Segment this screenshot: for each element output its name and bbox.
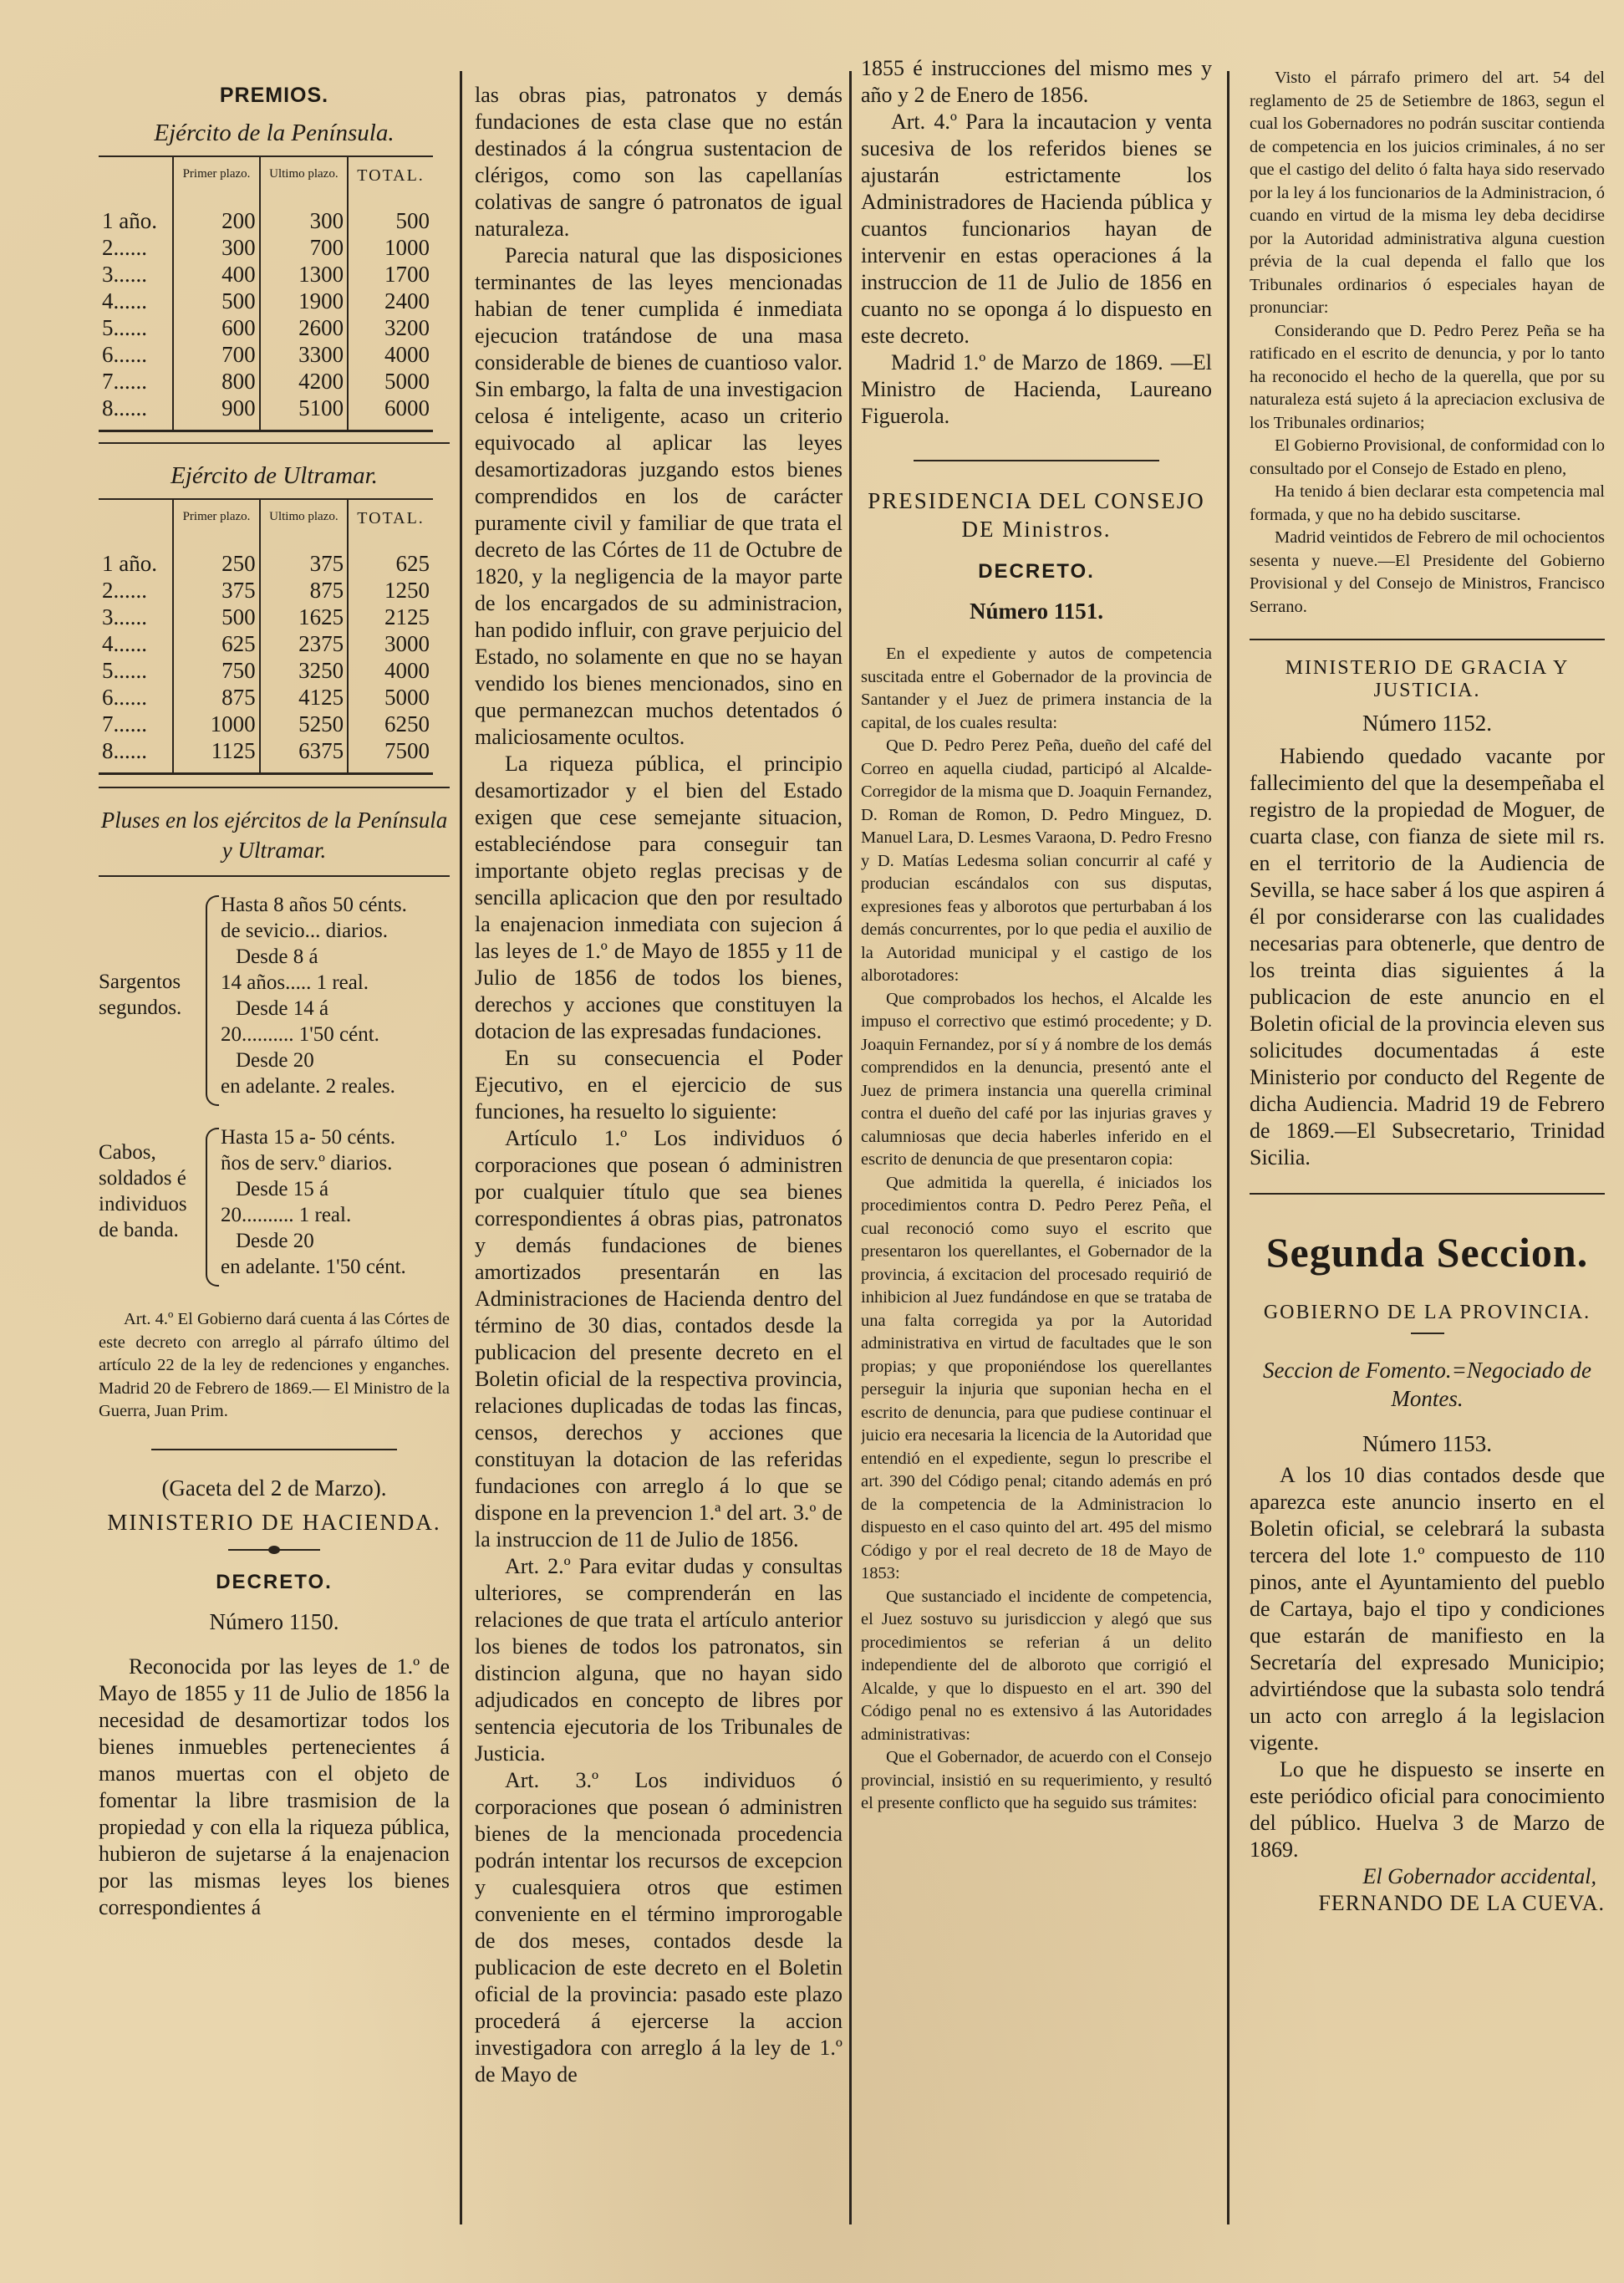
paragraph: En el expediente y autos de competencia suscitada entre el Gobernador de la provincia de Santander y el Juez de primera instancia de la capital, de los cuales resulta: xyxy=(861,645,1212,732)
col-header: Ultimo plazo. xyxy=(260,156,348,207)
table-row xyxy=(99,395,433,431)
plus-line: ños de serv.º diarios. xyxy=(221,1152,393,1175)
signature-role: El Gobernador accidental, xyxy=(1362,1864,1596,1888)
paragraph: Que D. Pedro Perez Peña, dueño del café del Correo en aquella ciudad, participó al Alcalde-Corregidor de la misma que D. Joaquin Fernandez, D. Roman de Romon, D. Pedro Minguez, D. Manuel Lara, D. Lesmes Varaona, D. Pedro Fresno y D. Matías Ledesma solian concurrir al café y producian escándalos con sus disputas, expresiones feas y alborotos que perturbaban á los demás concurrentes, por lo que pedia el auxilio de la Autoridad municipal y el castigo de los alborotadores: xyxy=(861,736,1212,985)
table-cell: 2125 xyxy=(348,604,433,630)
plus-line: Hasta 8 años 50 cénts. xyxy=(221,894,407,916)
table-cell: 6...... xyxy=(102,685,147,710)
col-header: Primer plazo. xyxy=(173,499,259,550)
paragraph: 1855 é instrucciones del mismo mes y año y 2 de Enero de 1856. xyxy=(861,56,1212,107)
table-cell: 5000 xyxy=(348,368,433,395)
column-4 xyxy=(1250,67,1605,2258)
segunda-seccion: Segunda Seccion. xyxy=(1265,1229,1589,1276)
table-cell: 5...... xyxy=(102,658,147,683)
table-cell: 500 xyxy=(173,604,259,630)
col-header: TOTAL. xyxy=(348,156,433,207)
table-cell: 300 xyxy=(173,234,259,261)
table-cell: 7...... xyxy=(102,369,147,394)
table-cell: 700 xyxy=(173,341,259,368)
plus-line: 14 años..... 1 real. xyxy=(221,971,369,994)
table-cell: 1625 xyxy=(260,604,348,630)
column-2 xyxy=(475,82,843,2258)
plus-line: Desde 8 á xyxy=(236,945,318,968)
table-row xyxy=(99,207,433,234)
article-3: Art. 3.º Los individuos ó corporaciones que posean ó administren bienes de la mencionada procedencia podrán intentar los recursos de excepcion y cualesquiera otros que estimen conveniente en el término improrogable de dos meses, contados desde la publicacion de este decreto en el Boletin oficial de la provincia: pasado este plazo procederá á ejercerse la accion investigadora con arreglo á la ley de 1.º de Mayo de xyxy=(475,1768,843,2087)
plus-line: en adelante. 2 reales. xyxy=(221,1075,395,1098)
article-4-guerra: Art. 4.º El Gobierno dará cuenta á las Córtes de este decreto con arreglo al párrafo último del artículo 22 de la ley de redenciones y enganches. Madrid 20 de Febrero de 1869.— El Ministro de la Guerra, Juan Prim. xyxy=(99,1310,450,1420)
table-row xyxy=(99,604,433,630)
table-cell: 6250 xyxy=(348,711,433,737)
ultramar-heading: Ejército de Ultramar. xyxy=(171,462,378,489)
paragraph: El Gobierno Provisional, de conformidad con lo consultado por el Consejo de Estado en pleno, xyxy=(1250,436,1605,478)
table-cell: 5000 xyxy=(348,684,433,711)
sargentos-block xyxy=(99,892,450,1109)
table-cell: 1000 xyxy=(173,711,259,737)
paragraph: Que comprobados los hechos, el Alcalde les impuso el correctivo que estimó procedente; y D. Joaquin Fernandez, por sí y á nombre de los demás comprendidos en la denuncia, presentó ante el Juez de primera instancia una querella criminal contra el dueño del café por las injurias graves y calumniosas que decia haberles inferido en el escrito de denuncia de que presentaron copia: xyxy=(861,989,1212,1169)
table-cell: 625 xyxy=(348,550,433,577)
paragraph: Que sustanciado el incidente de competencia, el Juez sostuvo su jurisdiccion y alegó que sus procedimientos se referian á un delito independiente del de alboroto que corrigió el Alcalde, y que lo dispuesto en el art. 390 del Código penal no es extensivo á las Autoridades administrativas: xyxy=(861,1587,1212,1744)
presidencia-heading: PRESIDENCIA DEL CONSEJO DE Ministros. xyxy=(868,488,1205,542)
plus-line: Desde 20 xyxy=(236,1049,314,1072)
table-row xyxy=(99,577,433,604)
signature: Madrid 1.º de Marzo de 1869. —El Ministro de Hacienda, Laureano Figuerola. xyxy=(861,350,1212,428)
paragraph: En su consecuencia el Poder Ejecutivo, en el ejercicio de sus funciones, ha resuelto lo siguiente: xyxy=(475,1046,843,1124)
table-cell: 2...... xyxy=(102,578,147,603)
table-row xyxy=(99,684,433,711)
table-cell: 1250 xyxy=(348,577,433,604)
column-rule xyxy=(1227,71,1229,2224)
plus-line: Desde 14 á xyxy=(236,997,329,1020)
table-cell: 250 xyxy=(173,550,259,577)
table-cell: 5250 xyxy=(260,711,348,737)
table-cell: 4125 xyxy=(260,684,348,711)
table-cell: 1 año. xyxy=(102,208,157,233)
table-cell: 5...... xyxy=(102,315,147,340)
decree-1150-body: Reconocida por las leyes de 1.º de Mayo de 1855 y 11 de Julio de 1856 la necesidad de desamortizar todos los bienes inmuebles pertenecientes á manos muertas con el objeto de fomentar la libre trasmision de la propiedad y con ella la riqueza pública, hubieron de sujetarse á la enajenacion por las mismas leyes los bienes correspondientes á xyxy=(99,1654,450,1919)
table-cell: 3250 xyxy=(260,657,348,684)
table-cell: 3200 xyxy=(348,314,433,341)
plus-line: 20.......... 1 real. xyxy=(221,1204,352,1226)
paragraph: Que el Gobernador, de acuerdo con el Consejo provincial, insistió en su requerimiento, y resultó el presente conflicto que ha seguido sus trámites: xyxy=(861,1748,1212,1812)
paragraph: Parecia natural que las disposiciones terminantes de las leyes mencionadas habian de tener cumplida é inmediata ejecucion tratándose de una masa considerable de bienes de cuantioso valor. Sin embargo, la falta de una investigacion celosa é inteligente, acaso un criterio equivocado al aplicar las leyes desamortizadoras juzgando estos bienes comprendidos en los de carácter puramente civil y familiar de que trata el decreto de las Córtes de 11 de Octubre de 1820, y la negligencia de la mayor parte de los encargados de su administracion, han podido influir, con grave perjuicio del Estado, no solamente en que no se hayan vendido los bienes mencionados, sino en que permanezcan muchos detentados ó maliciosamente ocultos. xyxy=(475,243,843,749)
ministerio-hacienda: MINISTERIO DE HACIENDA. xyxy=(107,1509,441,1535)
pluses-heading: Pluses en los ejércitos de la Península y Ultramar. xyxy=(100,808,448,863)
brace xyxy=(206,1128,219,1287)
table-cell: 3000 xyxy=(348,630,433,657)
paragraph: Considerando que D. Pedro Perez Peña se ha ratificado en el escrito de denuncia, y por lo tanto ha reconocido el hecho de la querella, que por su naturaleza está sujeto á la apreciacion exclusiva de los Tribunales ordinarios; xyxy=(1250,321,1605,432)
gaceta-note: (Gaceta del 2 de Marzo). xyxy=(161,1475,387,1501)
table-cell: 375 xyxy=(260,550,348,577)
table-cell: 1000 xyxy=(348,234,433,261)
table-cell: 300 xyxy=(260,207,348,234)
brace xyxy=(206,895,219,1106)
decreto-heading: DECRETO. xyxy=(978,560,1095,583)
table-cell: 7...... xyxy=(102,711,147,736)
table-cell: 375 xyxy=(173,577,259,604)
column-rule xyxy=(460,71,462,2224)
table-cell: 7500 xyxy=(348,737,433,774)
col-header: Primer plazo. xyxy=(173,156,259,207)
paragraph: A los 10 dias contados desde que aparezca este anuncio inserto en el Boletin oficial, se celebrará la subasta tercera del lote 1.º compuesto de 110 pinos, ante el Ayuntamiento del pueblo de Cartaya, bajo el tipo y condiciones que estarán de manifiesto en la Secretaría del expresado Municipio; advirtiéndose que la subasta solo tendrá un acto con arreglo á la legislacion vigente. xyxy=(1250,1463,1605,1755)
sargentos-rows xyxy=(221,892,446,1099)
numero-1151: Número 1151. xyxy=(970,599,1103,624)
col-header: Ultimo plazo. xyxy=(260,499,348,550)
table-cell: 500 xyxy=(348,207,433,234)
table-row xyxy=(99,261,433,288)
numero-1153: Número 1153. xyxy=(1362,1431,1492,1456)
paragraph: Que admitida la querella, é iniciados los procedimientos contra D. Pedro Perez Peña, el cual reconoció como suyo el escrito que presentaron los querellantes, el Gobernador de la provincia, á excitacion del procesado requirió de inhibicion al Juez fundándose en que se trataba de una falta corregida ya por la Autoridad administrativa en virtud de facultades que le son propias; y que proponiéndose los querellantes perseguir la injuria que suponian hecha en el escrito de denuncia, para que pudiese continuar el juicio era necesaria la licencia de la Autoridad que entendió en el expediente, segun lo prescribe el art. 390 del Código penal; citando además en pró de la competencia de la Administracion lo dispuesto en el caso quinto del art. 495 del mismo Código y por el real decreto de 18 de Mayo de 1853: xyxy=(861,1173,1212,1582)
plus-line: 20.......... 1'50 cént. xyxy=(221,1023,379,1046)
table-cell: 5100 xyxy=(260,395,348,431)
table-cell: 500 xyxy=(173,288,259,314)
table-cell: 3...... xyxy=(102,604,147,629)
paragraph: Lo que he dispuesto se inserte en este periódico oficial para conocimiento del público. Huelva 3 de Marzo de 1869. xyxy=(1250,1757,1605,1862)
article-2: Art. 2.º Para evitar dudas y consultas ulteriores, se comprenderán en las relaciones de que trata el artículo anterior los bienes de todos los patronatos, sin distincion alguna, que no hayan sido adjudicados en concepto de libres por sentencia ejecutoria de los Tribunales de Justicia. xyxy=(475,1554,843,1766)
table-cell: 875 xyxy=(260,577,348,604)
table-cell: 625 xyxy=(173,630,259,657)
table-cell: 800 xyxy=(173,368,259,395)
article-1: Artículo 1.º Los individuos ó corporaciones que posean ó administren por cualquier título que sea bienes correspondientes á obras pias, patronatos y demás fundaciones de bienes amortizados presentarán en las Administraciones de Hacienda dentro del término de 30 dias, contados desde la publicacion del presente decreto en el Boletin oficial de la respectiva provincia, relaciones duplicadas de todas las fincas, censos, derechos y acciones que constituyan la dotacion de las referidas fundaciones con arreglo á lo que se dispone en la prevencion 1.ª del art. 3.º de la instruccion de 11 de Julio de 1856. xyxy=(475,1126,843,1552)
table-row xyxy=(99,657,433,684)
table-cell: 875 xyxy=(173,684,259,711)
plus-line: Desde 15 á xyxy=(236,1178,329,1200)
table-cell: 8...... xyxy=(99,737,173,774)
table-cell: 600 xyxy=(173,314,259,341)
table-row xyxy=(99,550,433,577)
signature: Madrid veintidos de Febrero de mil ochocientos sesenta y nueve.—El Presidente del Gobierno Provisional y del Consejo de Ministros, Francisco Serrano. xyxy=(1250,528,1605,616)
table-cell: 3...... xyxy=(102,262,147,287)
table-cell: 6000 xyxy=(348,395,433,431)
table-row xyxy=(99,234,433,261)
table-cell: 1700 xyxy=(348,261,433,288)
paragraph: Visto el párrafo primero del art. 54 del reglamento de 25 de Setiembre de 1863, segun el cual los Gobernadores no podrán suscitar contienda de competencia en los juicios criminales, á no ser que el castigo del delito ó falta haya sido reservado por la ley á los funcionarios de la Administracion, ó cuando en virtud de la misma ley deba decidirse por la Autoridad administrativa alguna cuestion prévia de la cual dependa el fallo que los Tribunales ordinarios ó especiales hayan de pronunciar: xyxy=(1250,69,1605,317)
numero-1150: Número 1150. xyxy=(209,1608,339,1634)
column-3 xyxy=(861,55,1212,2258)
table-row xyxy=(99,341,433,368)
ultramar-table xyxy=(99,498,433,775)
table-cell: 1900 xyxy=(260,288,348,314)
peninsula-table xyxy=(99,155,433,432)
column-rule xyxy=(849,71,852,2224)
table-cell: 4000 xyxy=(348,657,433,684)
paragraph: Ha tenido á bien declarar esta competencia mal formada, y que no ha debido suscitarse. xyxy=(1250,482,1605,524)
article-4: Art. 4.º Para la incautacion y venta sucesiva de los referidos bienes se ajustarán estrictamente los Administradores de Hacienda pública y cuantos funcionarios hayan de intervenir en estas operaciones á la instruccion de 11 de Julio de 1856 en cuanto no se oponga á lo dispuesto en este decreto. xyxy=(861,110,1212,348)
table-cell: 4000 xyxy=(348,341,433,368)
table-cell: 2...... xyxy=(102,235,147,260)
table-cell: 4...... xyxy=(102,288,147,313)
table-row xyxy=(99,314,433,341)
signature-name: FERNANDO DE LA CUEVA. xyxy=(1318,1891,1605,1915)
table-row xyxy=(99,288,433,314)
table-cell: 400 xyxy=(173,261,259,288)
paragraph: La riqueza pública, el principio desamortizador y el bien del Estado exigen que cese semejante situacion, estableciéndose para conseguir tan importante objeto reglas precisas y de sencilla aplicacion que den por resultado la enajenacion inmediata con sujecion á las leyes de 1.º de Mayo de 1855 y 11 de Julio de 1856 de todos los bienes, derechos y acciones que constituyen la dotacion de las expresadas fundaciones. xyxy=(475,752,843,1043)
premios-heading: PREMIOS. xyxy=(219,84,329,107)
table-cell: 900 xyxy=(173,395,259,431)
table-cell: 4200 xyxy=(260,368,348,395)
table-cell: 200 xyxy=(173,207,259,234)
seccion-fomento: Seccion de Fomento.=Negociado de Montes. xyxy=(1262,1358,1592,1411)
table-cell: 1300 xyxy=(260,261,348,288)
col-header: TOTAL. xyxy=(348,499,433,550)
column-1 xyxy=(99,59,450,2258)
table-row xyxy=(99,711,433,737)
table-cell: 6375 xyxy=(260,737,348,774)
table-row xyxy=(99,737,433,774)
table-cell: 2375 xyxy=(260,630,348,657)
table-cell: 3300 xyxy=(260,341,348,368)
table-row xyxy=(99,630,433,657)
plus-line: Desde 20 xyxy=(236,1230,314,1252)
table-cell: 700 xyxy=(260,234,348,261)
plus-line: Hasta 15 a- 50 cénts. xyxy=(221,1126,395,1149)
table-cell: 1 año. xyxy=(102,551,157,576)
table-row xyxy=(99,368,433,395)
plus-line: en adelante. 1'50 cént. xyxy=(221,1256,406,1278)
table-cell: 1125 xyxy=(173,737,259,774)
cabos-label: Cabos, soldados é individuos de banda. xyxy=(99,1141,187,1241)
gobierno-provincia: GOBIERNO DE LA PROVINCIA. xyxy=(1263,1302,1591,1323)
table-cell: 2400 xyxy=(348,288,433,314)
table-cell: 6...... xyxy=(102,342,147,367)
sargentos-label: Sargentos segundos. xyxy=(99,971,182,1019)
table-cell: 750 xyxy=(173,657,259,684)
table-cell: 8...... xyxy=(99,395,173,431)
cabos-block xyxy=(99,1124,450,1292)
table-cell: 4...... xyxy=(102,631,147,656)
numero-1152: Número 1152. xyxy=(1362,711,1492,736)
cabos-rows xyxy=(221,1124,446,1280)
table-cell: 2600 xyxy=(260,314,348,341)
paragraph: Habiendo quedado vacante por fallecimiento del que la desempeñaba el registro de la propiedad de Moguer, de cuarta clase, con fianza de siete mil rs. en el territorio de la Audiencia de Sevilla, se hace saber á los que aspiren á él por considerarse con las cualidades necesarias para obtenerle, que dentro de los treinta dias siguientes á la publicacion de este anuncio en el Boletin oficial de la provincia eleven sus solicitudes documentadas á este Ministerio por conducto del Regente de dicha Audiencia. Madrid 19 de Febrero de 1869.—El Subsecretario, Trinidad Sicilia. xyxy=(1250,744,1605,1170)
decreto-heading: DECRETO. xyxy=(216,1570,333,1593)
plus-line: de sevicio... diarios. xyxy=(221,920,388,942)
paragraph: las obras pias, patronatos y demás fundaciones de esta clase que no están destinados á la cóngrua sustentacion de clérigos, como son las capellanías colativas de sangre ó patronatos de igual naturaleza. xyxy=(475,83,843,241)
ministerio-gracia: MINISTERIO DE GRACIA Y JUSTICIA. xyxy=(1285,657,1570,701)
peninsula-heading: Ejército de la Península. xyxy=(154,120,395,146)
